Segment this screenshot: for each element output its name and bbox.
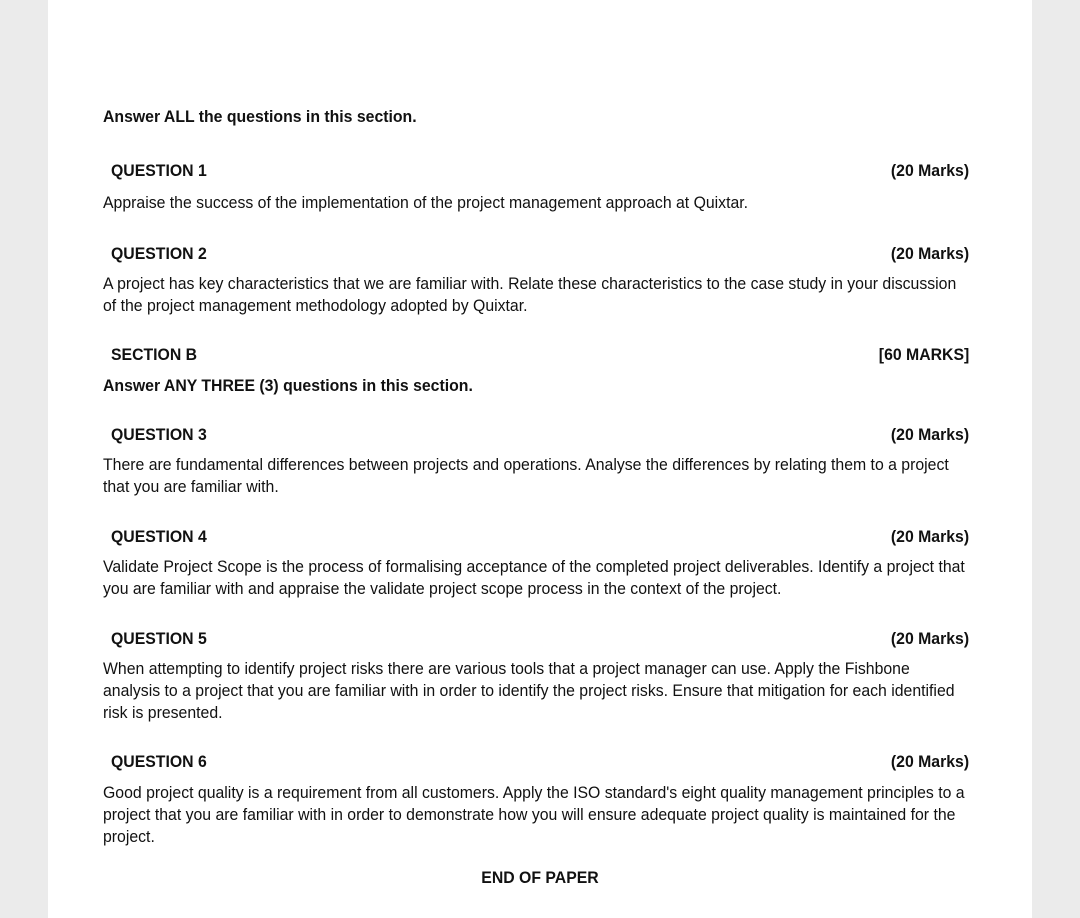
question-3-heading: QUESTION 3 [111, 425, 207, 444]
question-1-marks: (20 Marks) [890, 161, 969, 180]
question-5-heading: QUESTION 5 [111, 629, 207, 648]
question-4-heading: QUESTION 4 [111, 527, 207, 546]
section-b-marks: [60 MARKS] [878, 345, 969, 364]
exam-page [48, 0, 1032, 918]
text-line: you are familiar with and appraise the validate project scope process in the context of the project. [103, 579, 782, 598]
text-line: A project has key characteristics that we are familiar with. Relate these characteristics to the case study in your discussion [103, 274, 957, 293]
question-2-marks: (20 Marks) [890, 244, 969, 263]
text-line: project. [103, 827, 155, 846]
question-3-text [103, 454, 977, 498]
question-6-text [103, 782, 977, 848]
question-4-text [103, 556, 977, 600]
text-line: Good project quality is a requirement from all customers. Apply the ISO standard's eight quality management principles to a [103, 783, 965, 802]
text-line: that you are familiar with. [103, 477, 279, 496]
text-line: Validate Project Scope is the process of formalising acceptance of the completed project deliverables. Identify a project that [103, 557, 965, 576]
end-of-paper: END OF PAPER [481, 868, 599, 887]
question-5-marks: (20 Marks) [890, 629, 969, 648]
text-line: There are fundamental differences between projects and operations. Analyse the differences by relating them to a project [103, 455, 949, 474]
question-2-heading: QUESTION 2 [111, 244, 207, 263]
text-line: When attempting to identify project risks there are various tools that a project manager can use. Apply the Fishbone [103, 659, 910, 678]
text-line: project that you are familiar with in order to demonstrate how you will ensure adequate project quality is maintained for the [103, 805, 956, 824]
text-line: analysis to a project that you are familiar with in order to identify the project risks. Ensure that mitigation for each identified [103, 681, 955, 700]
text-line: Appraise the success of the implementation of the project management approach at Quixtar. [103, 193, 749, 212]
section-b-heading: SECTION B [111, 345, 198, 364]
question-4-marks: (20 Marks) [890, 527, 969, 546]
text-line: of the project management methodology adopted by Quixtar. [103, 296, 528, 315]
question-6-heading: QUESTION 6 [111, 752, 207, 771]
question-6-marks: (20 Marks) [890, 752, 969, 771]
question-1-text [103, 192, 977, 214]
text-line: risk is presented. [103, 703, 223, 722]
question-1-heading: QUESTION 1 [111, 161, 207, 180]
section-b-instruction: Answer ANY THREE (3) questions in this section. [103, 376, 473, 395]
question-3-marks: (20 Marks) [890, 425, 969, 444]
question-5-text [103, 658, 977, 724]
question-2-text [103, 273, 977, 317]
section-a-instruction: Answer ALL the questions in this section. [103, 107, 417, 126]
